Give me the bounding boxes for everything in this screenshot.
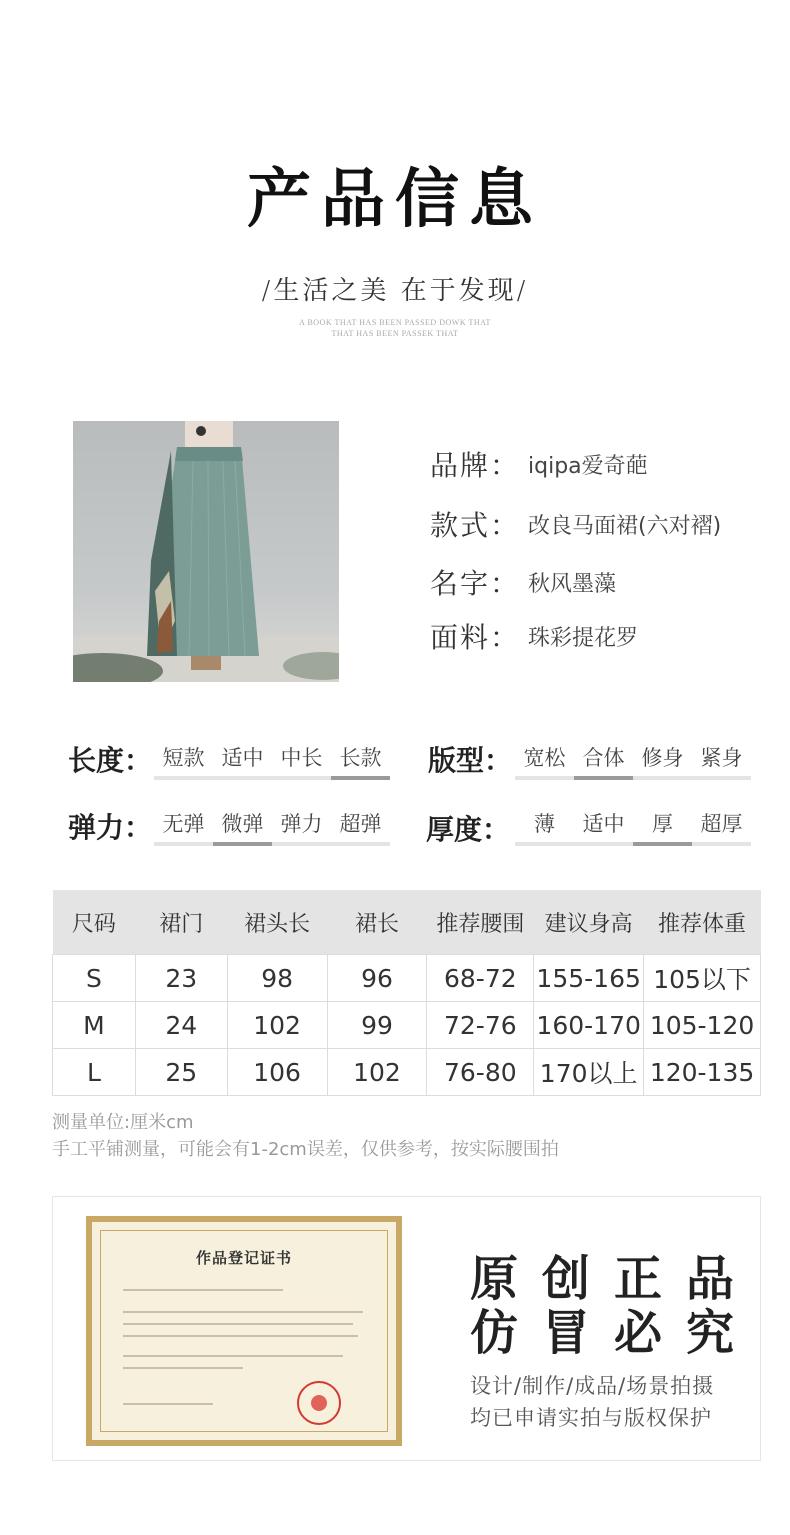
scale-option: 适中 [213,742,272,780]
scale-thickness [515,808,751,846]
scale-option: 长款 [331,742,390,780]
info-brand [430,446,648,482]
english-tagline-1: A BOOK THAT HAS BEEN PASSED DOWK THAT [299,318,491,327]
scale-option: 宽松 [515,742,574,780]
table-cell: 68-72 [427,955,534,1002]
certificate-text-line [123,1367,243,1369]
attr-label-thickness: 厚度： [426,813,511,846]
table-cell: 120-135 [644,1049,761,1096]
slogan-counterfeit: 仿冒必究 [470,1305,759,1361]
official-seal-icon [297,1381,341,1425]
slogan-design-note: 设计/制作/成品/场景拍摄 [470,1374,715,1398]
table-cell: 23 [135,955,227,1002]
info-value: 改良马面裙(六对褶) [528,513,722,539]
table-cell: 102 [227,1002,327,1049]
scale-option: 薄 [515,808,574,846]
table-cell: 76-80 [427,1049,534,1096]
table-row [53,955,761,1002]
table-cell: 99 [327,1002,427,1049]
column-header: 裙头长 [227,890,327,955]
scale-elasticity [154,808,390,846]
table-cell: 96 [327,955,427,1002]
skirt-illustration [73,421,339,682]
table-cell: 72-76 [427,1002,534,1049]
table-cell: 105以下 [644,955,761,1002]
page-subtitle: /生活之美 在于发现/ [261,276,529,306]
info-key: 名字： [430,567,521,600]
column-header: 尺码 [53,890,136,955]
scale-option: 短款 [154,742,213,780]
table-cell: S [53,955,136,1002]
slogan-copyright-note: 均已申请实拍与版权保护 [470,1406,712,1430]
table-cell: 25 [135,1049,227,1096]
info-style [430,506,721,542]
scale-option: 微弹 [213,808,272,846]
copyright-certificate [86,1216,402,1446]
attr-label-length: 长度： [68,744,153,777]
info-key: 面料： [430,621,521,654]
table-header-row [53,890,761,955]
scale-option: 中长 [272,742,331,780]
table-cell: 106 [227,1049,327,1096]
english-tagline-2: THAT HAS BEEN PASSEK THAT [331,329,459,338]
table-cell: L [53,1049,136,1096]
measurement-disclaimer: 手工平铺测量，可能会有1-2cm误差，仅供参考，按实际腰围拍 [52,1139,559,1160]
info-value: iqipa爱奇葩 [528,453,648,479]
table-cell: 105-120 [644,1002,761,1049]
table-cell: 155-165 [534,955,644,1002]
scale-option: 超厚 [692,808,751,846]
certificate-title: 作品登记证书 [195,1249,292,1267]
attr-label-elasticity: 弹力： [68,811,153,844]
certificate-text-line [123,1323,353,1325]
column-header: 建议身高 [534,890,644,955]
scale-option: 超弹 [331,808,390,846]
page-title: 产品信息 [247,162,543,237]
certificate-frame [100,1230,388,1432]
certificate-text-line [123,1311,363,1313]
certificate-text-line [123,1289,283,1291]
scale-option: 厚 [633,808,692,846]
info-value: 珠彩提花罗 [528,625,639,651]
table-row [53,1049,761,1096]
table-cell: 24 [135,1002,227,1049]
scale-option: 无弹 [154,808,213,846]
scale-option: 紧身 [692,742,751,780]
table-cell: 98 [227,955,327,1002]
column-header: 推荐体重 [644,890,761,955]
scale-option: 适中 [574,808,633,846]
product-photo [73,421,339,682]
measurement-unit-note: 测量单位:厘米cm [52,1112,194,1133]
info-key: 品牌： [430,449,521,482]
column-header: 裙长 [327,890,427,955]
column-header: 推荐腰围 [427,890,534,955]
size-table [52,890,761,1096]
certificate-text-line [123,1355,343,1357]
certificate-text-line [123,1335,358,1337]
info-fabric [430,618,638,654]
info-key: 款式： [430,509,521,542]
certificate-text-line [123,1403,213,1405]
slogan-original: 原创正品 [470,1251,759,1307]
scale-option: 合体 [574,742,633,780]
scale-fit [515,742,751,780]
info-name [430,564,616,600]
scale-length [154,742,390,780]
table-cell: 102 [327,1049,427,1096]
scale-option: 弹力 [272,808,331,846]
table-cell: 160-170 [534,1002,644,1049]
column-header: 裙门 [135,890,227,955]
table-cell: M [53,1002,136,1049]
attr-label-fit: 版型： [428,744,513,777]
scale-option: 修身 [633,742,692,780]
table-row [53,1002,761,1049]
info-value: 秋风墨藻 [528,571,617,597]
table-cell: 170以上 [534,1049,644,1096]
